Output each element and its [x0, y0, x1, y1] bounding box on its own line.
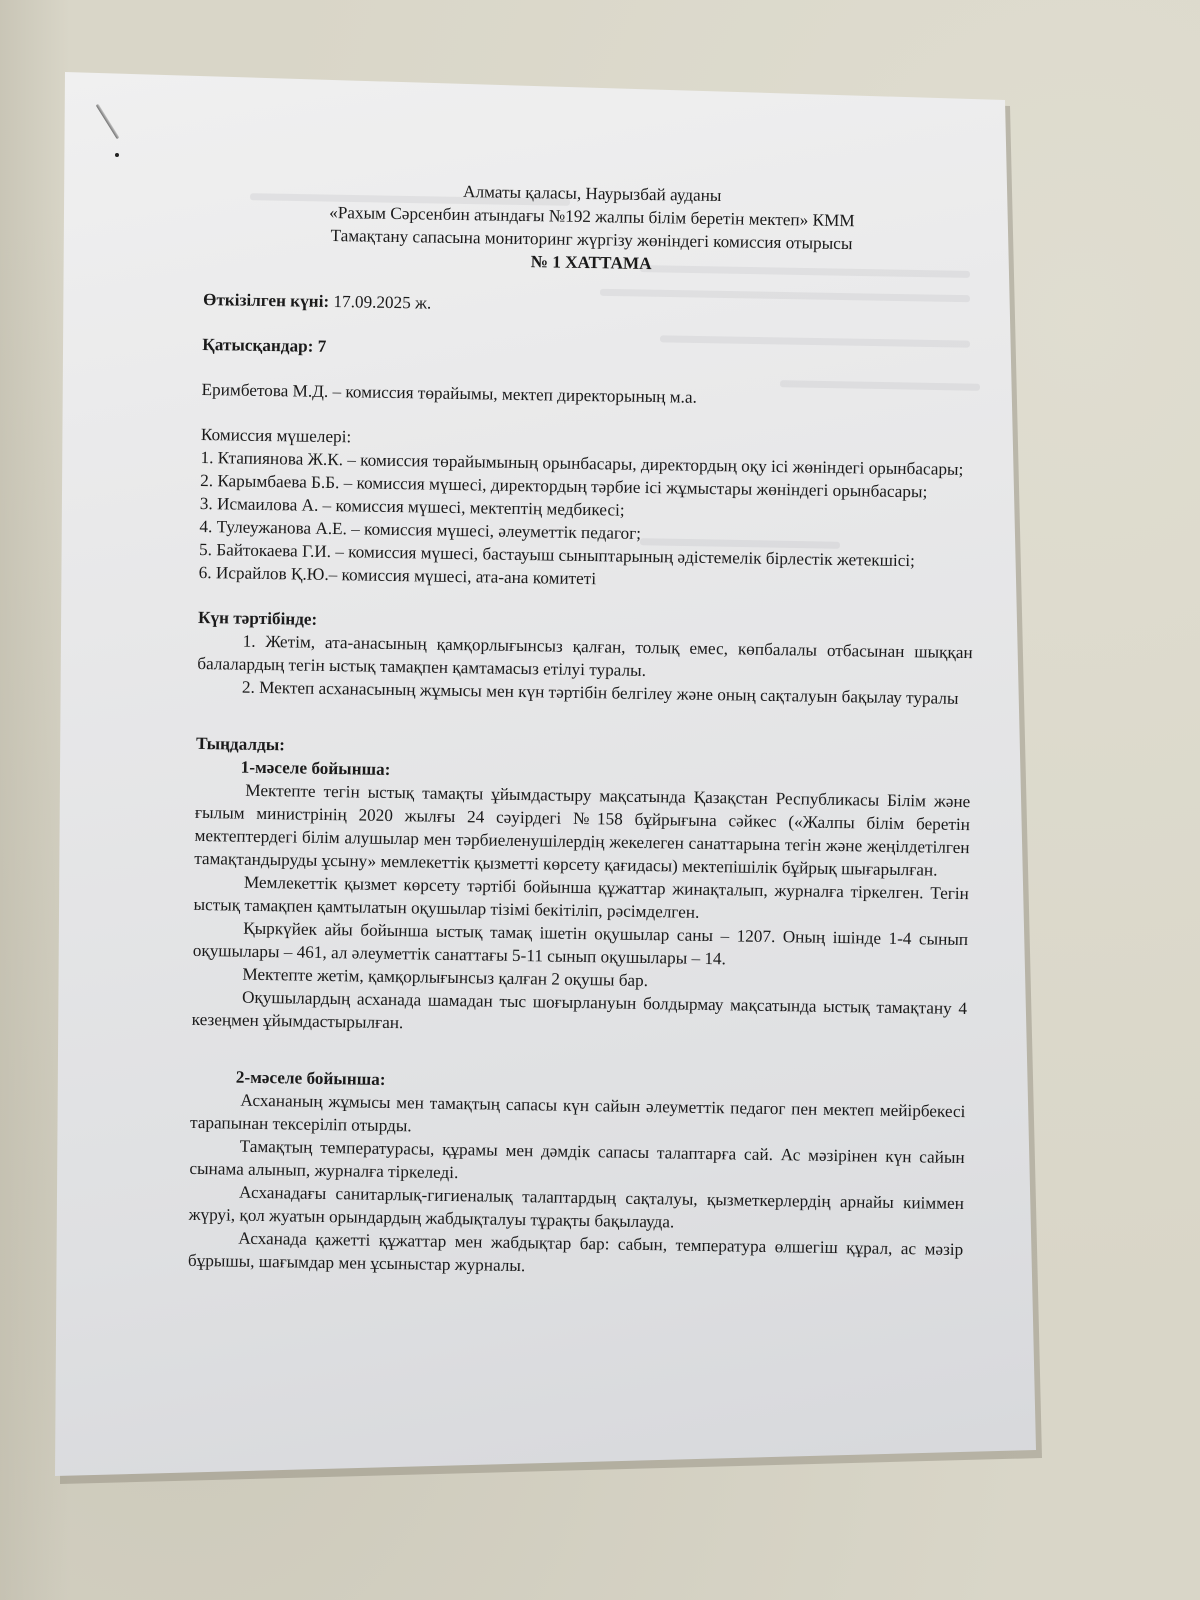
issue-1-title: 1-мәселе бойынша:	[240, 757, 391, 779]
issue-2-paragraph: Асханадағы санитарлық-гигиеналық талаптардың сақталуы, қызметкерлердің арнайы киіммен жүруі, қол жуатын орындардың жабдықталуы тұрақты бақылауда.	[188, 1182, 965, 1232]
document-header	[204, 176, 980, 280]
issue-1-paragraph: Оқушылардың асханада шамадан тыс шоғырлануын болдырмау мақсатында ыстық тамақтану 4 кезеңмен ұйымдастырылған.	[191, 987, 968, 1033]
member-item: 1. Ктапиянова Ж.К. – комиссия төрайымының орынбасары, директордың оқу ісі жөніндегі орынбасары;	[200, 447, 964, 479]
issue-2-title: 2-мәселе бойынша:	[235, 1067, 386, 1089]
commission-chair: Еримбетова М.Д. – комиссия төрайымы, мектеп директорының м.а.	[201, 379, 698, 407]
school-name: «Рахым Сәрсенбин атындағы №192 жалпы білім беретін мектеп» КММ	[329, 202, 855, 231]
participants-label: Қатысқандар:	[202, 334, 314, 356]
agenda-item: 1. Жетім, ата-анасының қамқорлығынсыз қалған, толық емес, көпбалалы отбасынан шыққан балалардың тегін ыстық тамақпен қамтамасыз етілуі туралы.	[197, 631, 973, 680]
document-title: № 1 ХАТТАМА	[530, 252, 652, 274]
members-label: Комиссия мүшелері:	[200, 424, 352, 447]
heard-label: Тыңдалды:	[195, 733, 286, 755]
city-district: Алматы қаласы, Наурызбай ауданы	[462, 182, 722, 206]
staple-end	[115, 153, 119, 157]
meeting-date-label: Өткізілген күні:	[202, 289, 330, 311]
participants-count: 7	[317, 336, 327, 356]
meeting-date-value: 17.09.2025 ж.	[333, 292, 432, 313]
commission-name: Тамақтану сапасына мониторинг жүргізу жөніндегі комиссия отырысы	[330, 225, 853, 254]
member-item: 4. Тулеужанова А.Е. – комиссия мүшесі, әлеуметтік педагог;	[199, 516, 642, 543]
agenda-item: 2. Мектеп асханасының жұмысы мен күн тәртібін белгілеу және оның сақталуын бақылау туралы	[241, 677, 959, 708]
member-item: 2. Карымбаева Б.Б. – комиссия мүшесі, директордың тәрбие ісі жұмыстары жөніндегі орынбасары;	[200, 470, 928, 502]
issue-2-paragraph: Тамақтың температурасы, құрамы мен дәмдік сапасы талаптарға сай. Ас мәзірінен күн сайын сынама алынып, журналға тіркеледі.	[189, 1136, 965, 1183]
issue-1-paragraph: Мектепте жетім, қамқорлығынсыз қалған 2 оқушы бар.	[242, 964, 649, 991]
issue-1-paragraph: Мемлекеттік қызмет көрсету тәртібі бойынша құжаттар жинақталып, журналға тіркелген. Тегін ыстық тамақпен қамтылатын оқушылар тізімі бекітіліп, рәсімделген.	[193, 872, 969, 922]
protocol-document	[188, 176, 980, 1284]
issue-2-paragraph: Асхананың жұмысы мен тамақтың сапасы күн сайын әлеуметтік педагог пен мектеп мейірбекесі тарапынан тексеріліп отырды.	[189, 1090, 966, 1136]
member-item: 3. Исмаилова А. – комиссия мүшесі, мектептің медбикесі;	[199, 493, 625, 520]
issue-1-paragraph: Мектепте тегін ыстық тамақты ұйымдастыру мақсатында Қазақстан Республикасы Білім және ғылым министрінің 2020 жылғы 24 сәуірдегі №158 бұйрығына сәйкес («Жалпы білім беретін мектептердегі білім алушылар мен тәрбиеленушілердің жекелеген санаттарына тегін және жеңілдетілген тамақтандыруды ұсыну» мемлекеттік қызметті көрсету қағидасы) мектепішілік бұйрық шығарылған.	[194, 780, 971, 880]
member-item: 5. Байтокаева Г.И. – комиссия мүшесі, бастауыш сыныптарының әдістемелік бірлестік жетекшісі;	[198, 539, 916, 571]
member-item: 6. Исрайлов Қ.Ю.– комиссия мүшесі, ата-ана комитеті	[198, 562, 597, 589]
agenda-label: Күн тәртібінде:	[197, 607, 318, 629]
issue-2-paragraph: Асханада қажетті құжаттар мен жабдықтар бар: сабын, температура өлшегіш құрал, ас мәзір бұрышы, шағымдар мен ұсыныстар журналы.	[187, 1228, 964, 1276]
issue-1-paragraph: Қыркүйек айы бойынша ыстық тамақ ішетін оқушылар саны – 1207. Оның ішінде 1-4 сынып оқушылары – 461, ал әлеуметтік санаттағы 5-11 сынып оқушылары – 14.	[192, 918, 969, 969]
